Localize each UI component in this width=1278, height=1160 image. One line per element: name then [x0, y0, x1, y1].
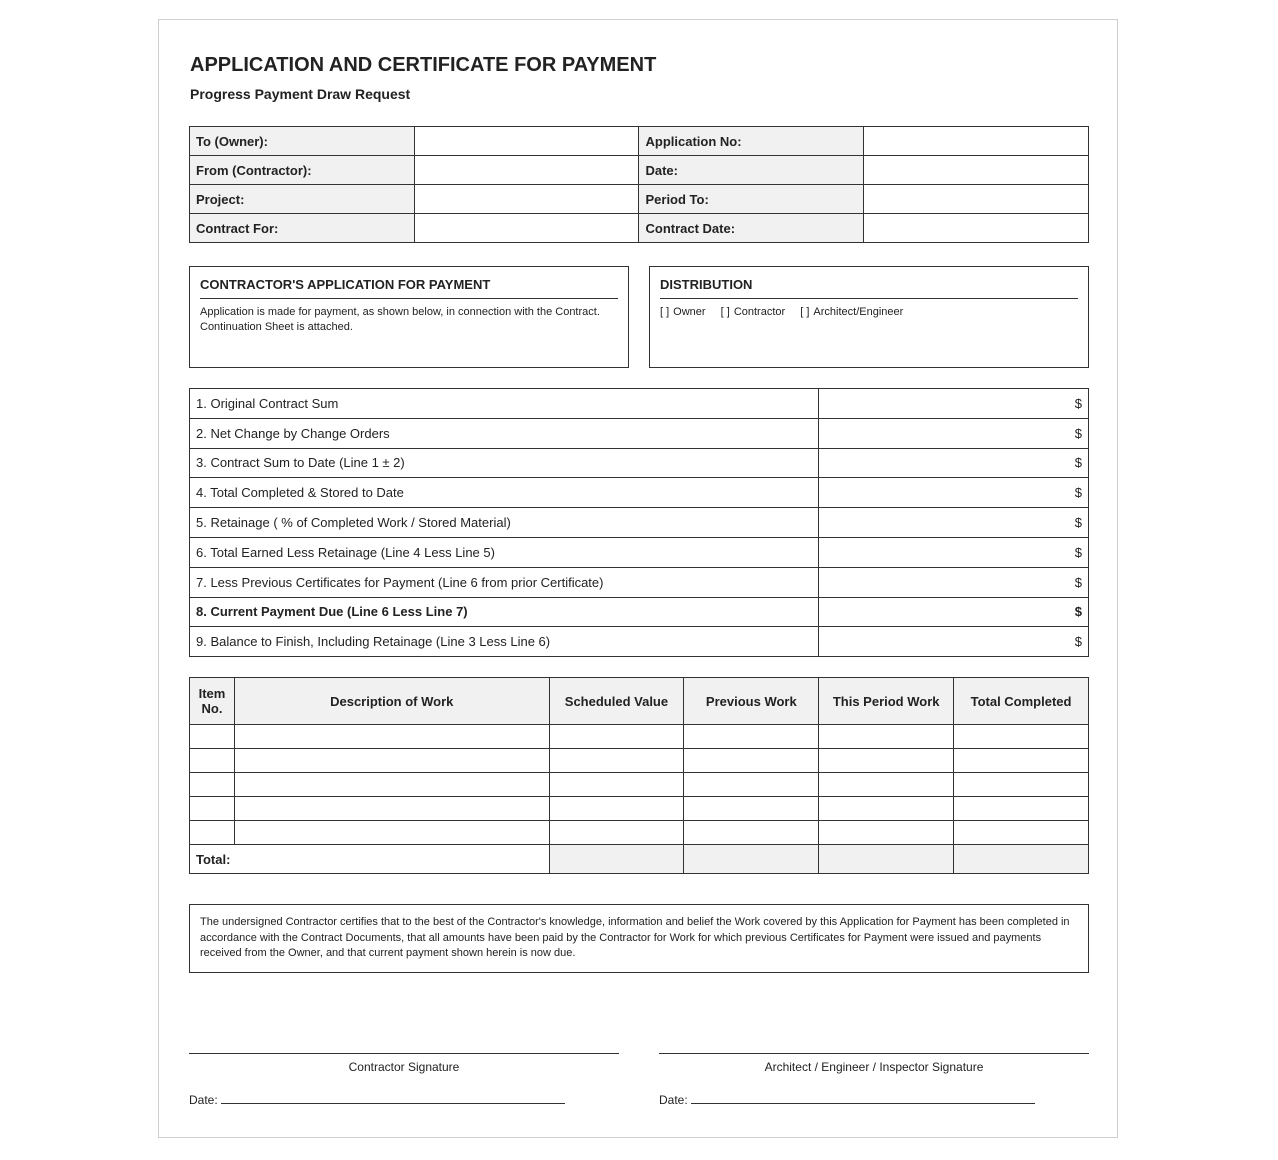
date-field[interactable]: [864, 156, 1089, 185]
summary-amount-field[interactable]: $: [819, 478, 1089, 508]
description-cell[interactable]: [234, 797, 549, 821]
checkbox-mark: [ ]: [720, 306, 730, 318]
work-items-table: [189, 677, 1089, 874]
contract-date-label: Contract Date:: [639, 214, 864, 243]
summary-row: [190, 448, 1089, 478]
project-field[interactable]: [414, 185, 639, 214]
owner-field[interactable]: [414, 127, 639, 156]
total-completed-sum-cell[interactable]: [954, 845, 1089, 874]
architect-signature-line[interactable]: [659, 1053, 1089, 1054]
this-period-cell[interactable]: [819, 725, 954, 749]
description-cell[interactable]: [234, 749, 549, 773]
item-no-cell[interactable]: [190, 773, 235, 797]
total-completed-cell[interactable]: [954, 797, 1089, 821]
checkbox-label: Contractor: [733, 306, 786, 318]
payment-summary-table: [189, 388, 1089, 657]
summary-label: 3. Contract Sum to Date (Line 1 ± 2): [190, 448, 819, 478]
summary-amount-field[interactable]: $: [819, 597, 1089, 627]
architect-date-label: Date:: [659, 1093, 688, 1107]
summary-amount-field[interactable]: $: [819, 627, 1089, 657]
date-label: Date:: [639, 156, 864, 185]
col-previous-work: Previous Work: [684, 678, 819, 725]
contract-date-field[interactable]: [864, 214, 1089, 243]
project-label: Project:: [190, 185, 415, 214]
col-scheduled-value: Scheduled Value: [549, 678, 684, 725]
this-period-cell[interactable]: [819, 749, 954, 773]
summary-amount-field[interactable]: $: [819, 448, 1089, 478]
scheduled-value-cell[interactable]: [549, 821, 684, 845]
table-row: [190, 749, 1089, 773]
table-row: [190, 725, 1089, 749]
summary-amount-field[interactable]: $: [819, 537, 1089, 567]
summary-label: 2. Net Change by Change Orders: [190, 418, 819, 448]
previous-work-cell[interactable]: [684, 749, 819, 773]
total-this-period-cell[interactable]: [819, 845, 954, 874]
description-cell[interactable]: [234, 725, 549, 749]
this-period-cell[interactable]: [819, 773, 954, 797]
item-no-cell[interactable]: [190, 749, 235, 773]
item-no-cell[interactable]: [190, 797, 235, 821]
description-cell[interactable]: [234, 821, 549, 845]
summary-row: [190, 389, 1089, 419]
table-row: [190, 821, 1089, 845]
this-period-cell[interactable]: [819, 797, 954, 821]
summary-row-current-payment: [190, 597, 1089, 627]
certification-statement: The undersigned Contractor certifies that to the best of the Contractor's knowledge, information and belief the Work covered by this Application for Payment has been completed in accordance with the Contract Documents, that all amounts have been paid by the Contractor for Work for which previous Certificates for Payment were issued and payments received from the Owner, and that current payment shown herein is now due.: [189, 904, 1089, 973]
contractor-label: From (Contractor):: [190, 156, 415, 185]
description-cell[interactable]: [234, 773, 549, 797]
summary-row: [190, 478, 1089, 508]
previous-work-cell[interactable]: [684, 773, 819, 797]
contractor-date-line[interactable]: [221, 1103, 565, 1104]
contractor-date-label: Date:: [189, 1093, 218, 1107]
summary-row: [190, 567, 1089, 597]
form-subtitle: Progress Payment Draw Request: [190, 86, 411, 102]
header-row: [190, 127, 1089, 156]
distribution-owner-checkbox[interactable]: [660, 305, 706, 320]
col-item-no: Item No.: [190, 678, 235, 725]
item-no-cell[interactable]: [190, 821, 235, 845]
header-row: [190, 214, 1089, 243]
application-heading: CONTRACTOR'S APPLICATION FOR PAYMENT: [200, 277, 618, 299]
col-this-period-work: This Period Work: [819, 678, 954, 725]
summary-label: 1. Original Contract Sum: [190, 389, 819, 419]
summary-row: [190, 508, 1089, 538]
summary-amount-field[interactable]: $: [819, 567, 1089, 597]
summary-label: 7. Less Previous Certificates for Payment (Line 6 from prior Certificate): [190, 567, 819, 597]
summary-label: 9. Balance to Finish, Including Retainage (Line 3 Less Line 6): [190, 627, 819, 657]
checkbox-label: Owner: [673, 306, 706, 318]
checkbox-label: Architect/Engineer: [813, 306, 904, 318]
application-no-label: Application No:: [639, 127, 864, 156]
total-completed-cell[interactable]: [954, 821, 1089, 845]
distribution-heading: DISTRIBUTION: [660, 277, 1078, 299]
total-previous-work-cell[interactable]: [684, 845, 819, 874]
application-box: [189, 266, 629, 368]
total-label: Total:: [190, 845, 550, 874]
architect-date-line[interactable]: [691, 1103, 1035, 1104]
this-period-cell[interactable]: [819, 821, 954, 845]
previous-work-cell[interactable]: [684, 725, 819, 749]
total-completed-cell[interactable]: [954, 773, 1089, 797]
col-total-completed: Total Completed: [954, 678, 1089, 725]
contractor-field[interactable]: [414, 156, 639, 185]
previous-work-cell[interactable]: [684, 797, 819, 821]
summary-row: [190, 537, 1089, 567]
distribution-box: [649, 266, 1089, 368]
distribution-architect-checkbox[interactable]: [800, 305, 903, 320]
item-no-cell[interactable]: [190, 725, 235, 749]
contractor-signature-label: Contractor Signature: [348, 1060, 460, 1074]
period-to-label: Period To:: [639, 185, 864, 214]
summary-amount-field[interactable]: $: [819, 508, 1089, 538]
form-title: APPLICATION AND CERTIFICATE FOR PAYMENT: [190, 54, 657, 76]
work-table-header: [190, 678, 1089, 725]
period-to-field[interactable]: [864, 185, 1089, 214]
contract-for-label: Contract For:: [190, 214, 415, 243]
summary-label: 4. Total Completed & Stored to Date: [190, 478, 819, 508]
scheduled-value-cell[interactable]: [549, 749, 684, 773]
distribution-contractor-checkbox[interactable]: [721, 305, 786, 320]
application-no-field[interactable]: [864, 127, 1089, 156]
checkbox-mark: [ ]: [800, 306, 810, 318]
total-completed-cell[interactable]: [954, 749, 1089, 773]
header-row: [190, 156, 1089, 185]
architect-signature-label: Architect / Engineer / Inspector Signature: [764, 1060, 984, 1074]
form-page: [158, 19, 1118, 1138]
scheduled-value-cell[interactable]: [549, 797, 684, 821]
summary-amount-field[interactable]: $: [819, 418, 1089, 448]
scheduled-value-cell[interactable]: [549, 725, 684, 749]
total-row: [190, 845, 1089, 874]
application-text: Application is made for payment, as shown below, in connection with the Contract. Continuation Sheet is attached.: [200, 306, 600, 333]
checkbox-mark: [ ]: [660, 306, 670, 318]
header-fields-table: [189, 126, 1089, 243]
contract-for-field[interactable]: [414, 214, 639, 243]
total-scheduled-value-cell[interactable]: [549, 845, 684, 874]
previous-work-cell[interactable]: [684, 821, 819, 845]
header-row: [190, 185, 1089, 214]
distribution-options: [660, 305, 1078, 320]
summary-row: [190, 418, 1089, 448]
table-row: [190, 797, 1089, 821]
summary-label: 6. Total Earned Less Retainage (Line 4 Less Line 5): [190, 537, 819, 567]
summary-row: [190, 627, 1089, 657]
table-row: [190, 773, 1089, 797]
scheduled-value-cell[interactable]: [549, 773, 684, 797]
owner-label: To (Owner):: [190, 127, 415, 156]
col-description: Description of Work: [234, 678, 549, 725]
summary-label: 8. Current Payment Due (Line 6 Less Line 7): [190, 597, 819, 627]
summary-amount-field[interactable]: $: [819, 389, 1089, 419]
summary-label: 5. Retainage ( % of Completed Work / Stored Material): [190, 508, 819, 538]
total-completed-cell[interactable]: [954, 725, 1089, 749]
contractor-signature-line[interactable]: [189, 1053, 619, 1054]
